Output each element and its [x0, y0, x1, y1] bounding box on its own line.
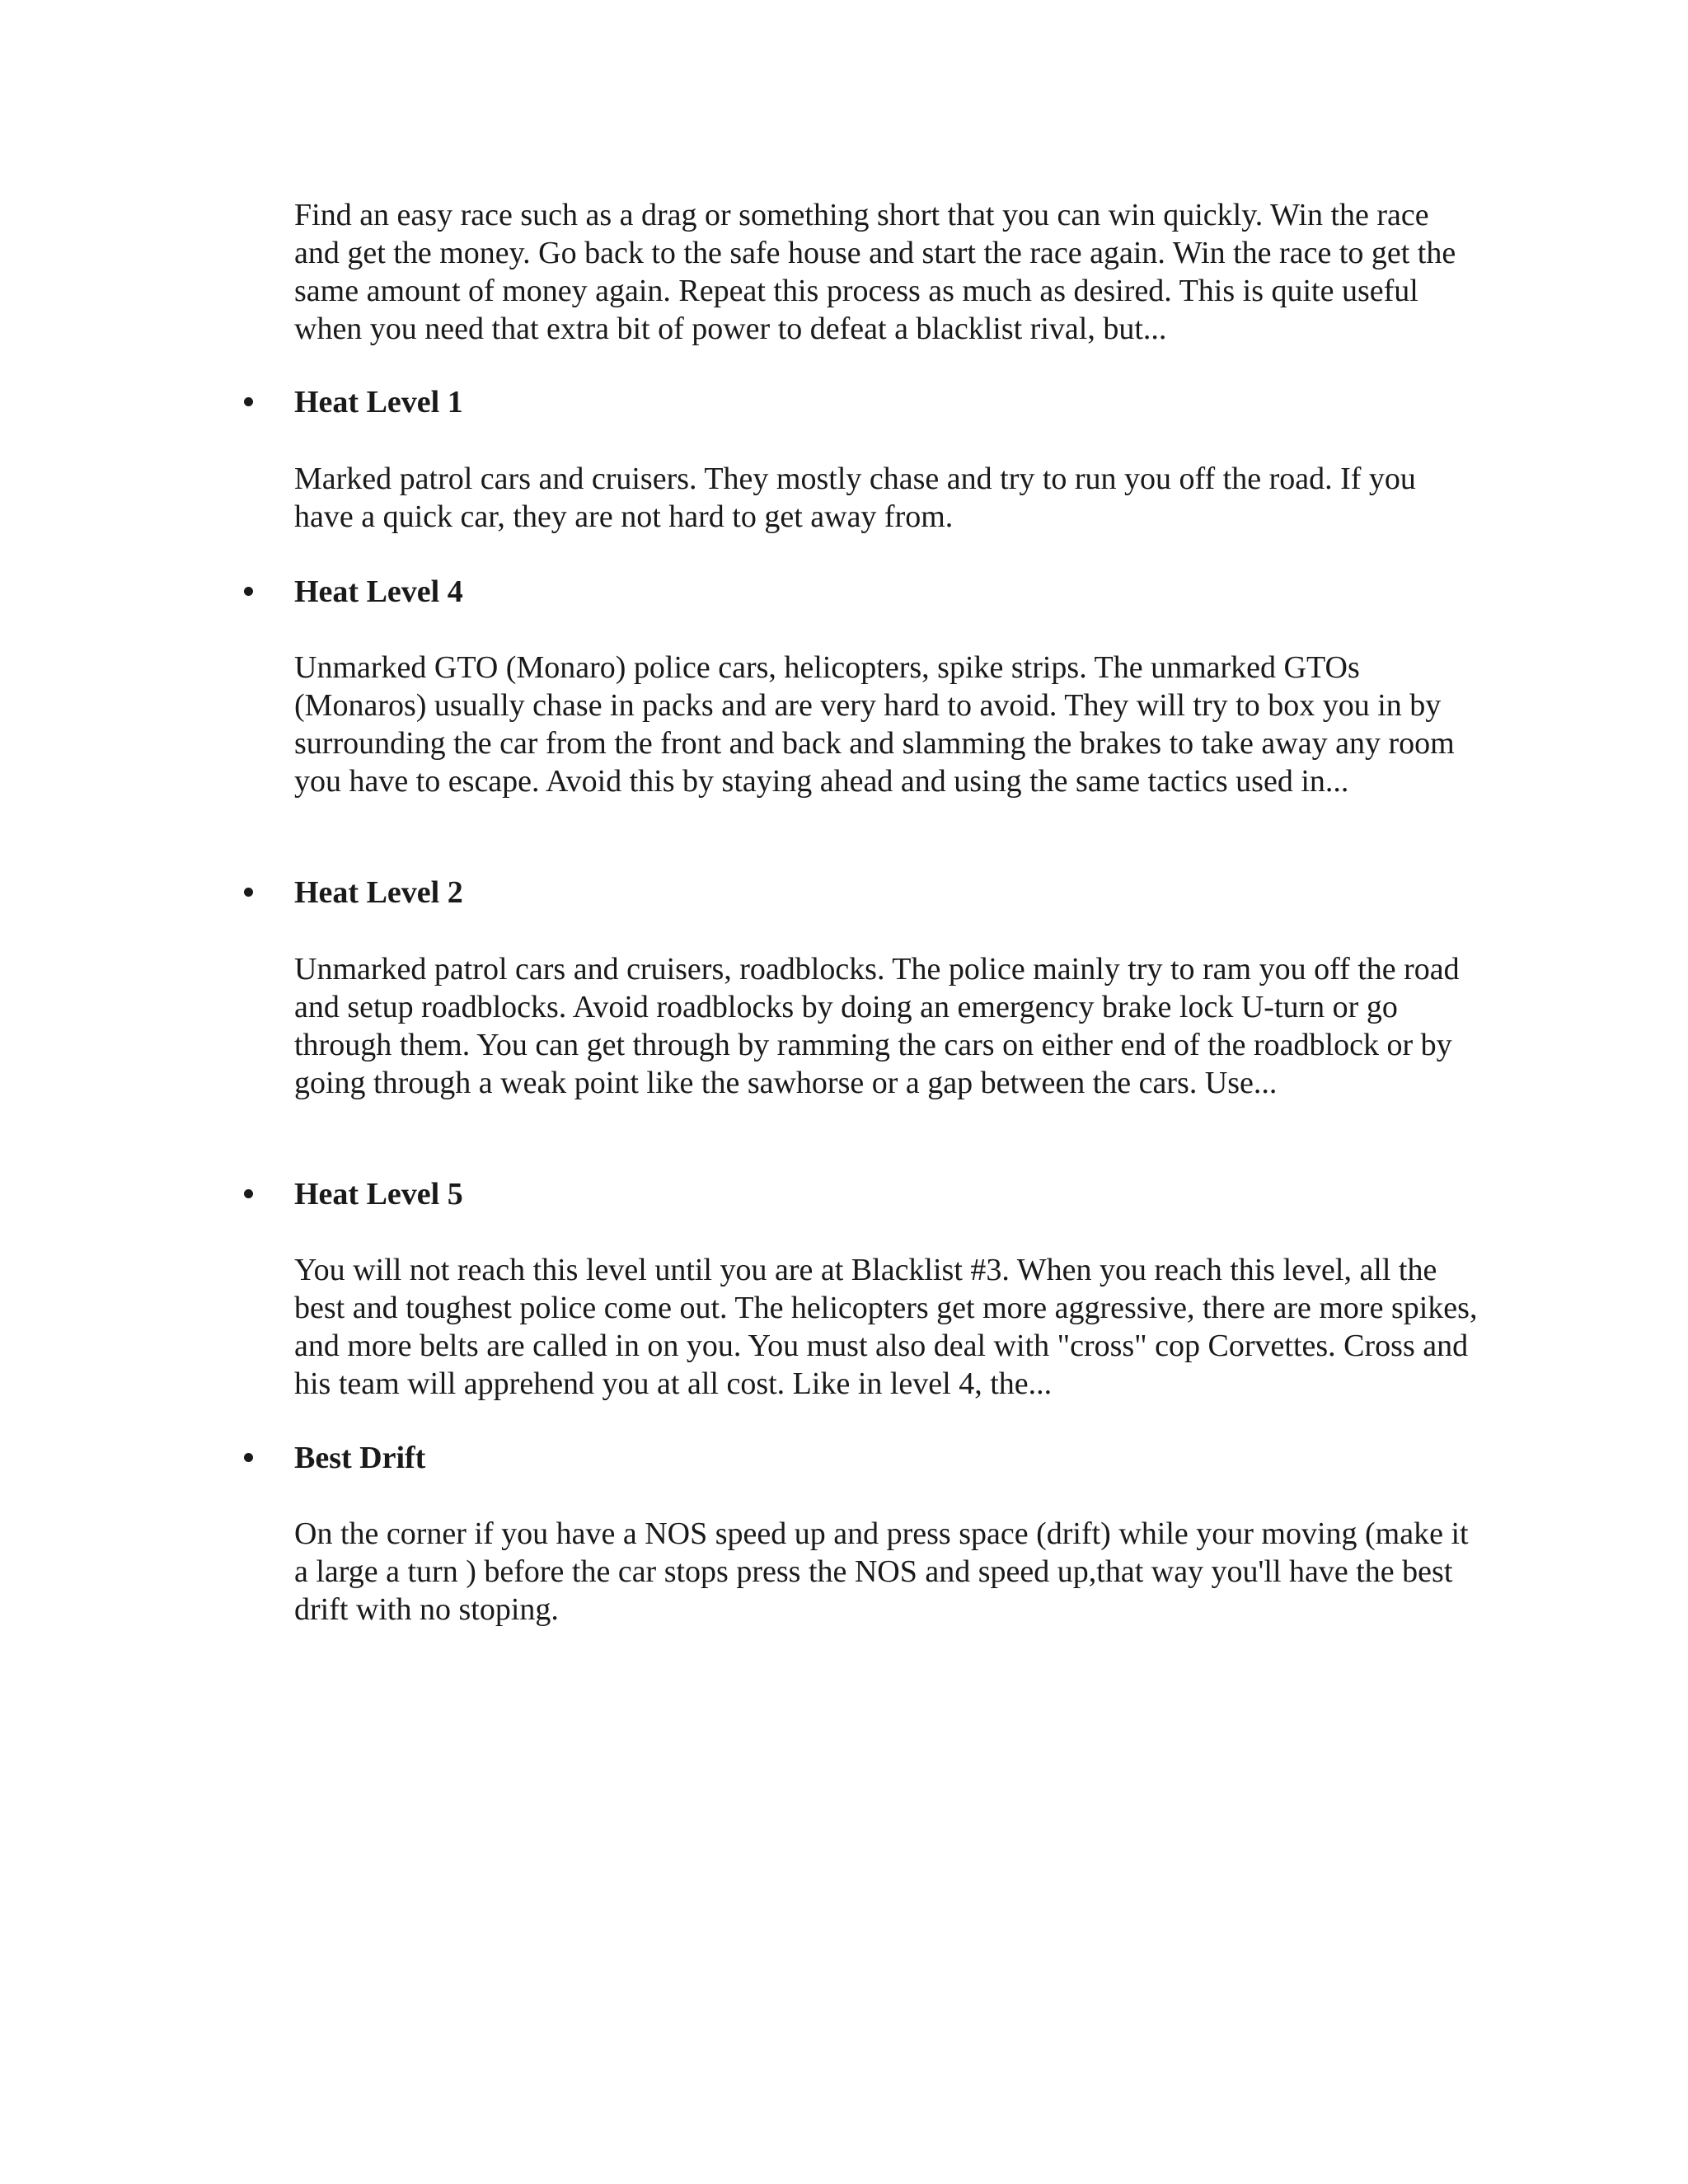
bullet-icon [244, 888, 253, 897]
section-body: Marked patrol cars and cruisers. They mostly chase and try to run you off the road. If you have a quick car, they are not hard to get away from. [294, 462, 1416, 534]
section-heading-row [0, 874, 1688, 912]
bullet-icon [244, 1189, 253, 1198]
section-body: On the corner if you have a NOS speed up and press space (drift) while your moving (make it a large a turn ) before the car stops press the NOS and speed up,that way you'll have the best drift with no stoping. [294, 1516, 1469, 1627]
section-heading: Heat Level 1 [294, 385, 463, 419]
section-body: Unmarked patrol cars and cruisers, roadblocks. The police mainly try to ram you off the road and setup roadblocks. Avoid roadblocks by doing an emergency brake lock U-turn or go through them. You can get through by ramming the cars on either end of the roadblock or by going through a weak point like the sawhorse or a gap between the cars. Use... [294, 952, 1460, 1100]
section-heading-row [0, 383, 1688, 421]
section-heading-row [0, 1175, 1688, 1213]
section-body: You will not reach this level until you are at Blacklist #3. When you reach this level, all the best and toughest police come out. The helicopters get more aggressive, there are more spikes, and more belts are called in on you. You must also deal with "cross" cop Corvettes. Cross and his team will apprehend you at all cost. Like in level 4, the... [294, 1253, 1478, 1401]
bullet-icon [244, 1453, 253, 1462]
section-heading-row [0, 573, 1688, 611]
section-heading: Heat Level 2 [294, 875, 463, 910]
bullet-icon [244, 587, 253, 596]
section-body: Unmarked GTO (Monaro) police cars, helicopters, spike strips. The unmarked GTOs (Monaros) usually chase in packs and are very hard to avoid. They will try to box you in by surrounding the car from the front and back and slamming the brakes to take away any room you have to escape. Avoid this by staying ahead and using the same tactics used in... [294, 650, 1455, 799]
section-heading-row [0, 1439, 1688, 1477]
section-heading: Heat Level 5 [294, 1177, 463, 1212]
section-heading: Best Drift [294, 1441, 426, 1475]
bullet-icon [244, 397, 253, 406]
intro-paragraph: Find an easy race such as a drag or something short that you can win quickly. Win the race and get the money. Go back to the safe house and start the race again. Win the race to get the same amount of money again. Repeat this process as much as desired. This is quite useful when you need that extra bit of power to defeat a blacklist rival, but... [294, 198, 1456, 346]
section-heading: Heat Level 4 [294, 574, 463, 609]
